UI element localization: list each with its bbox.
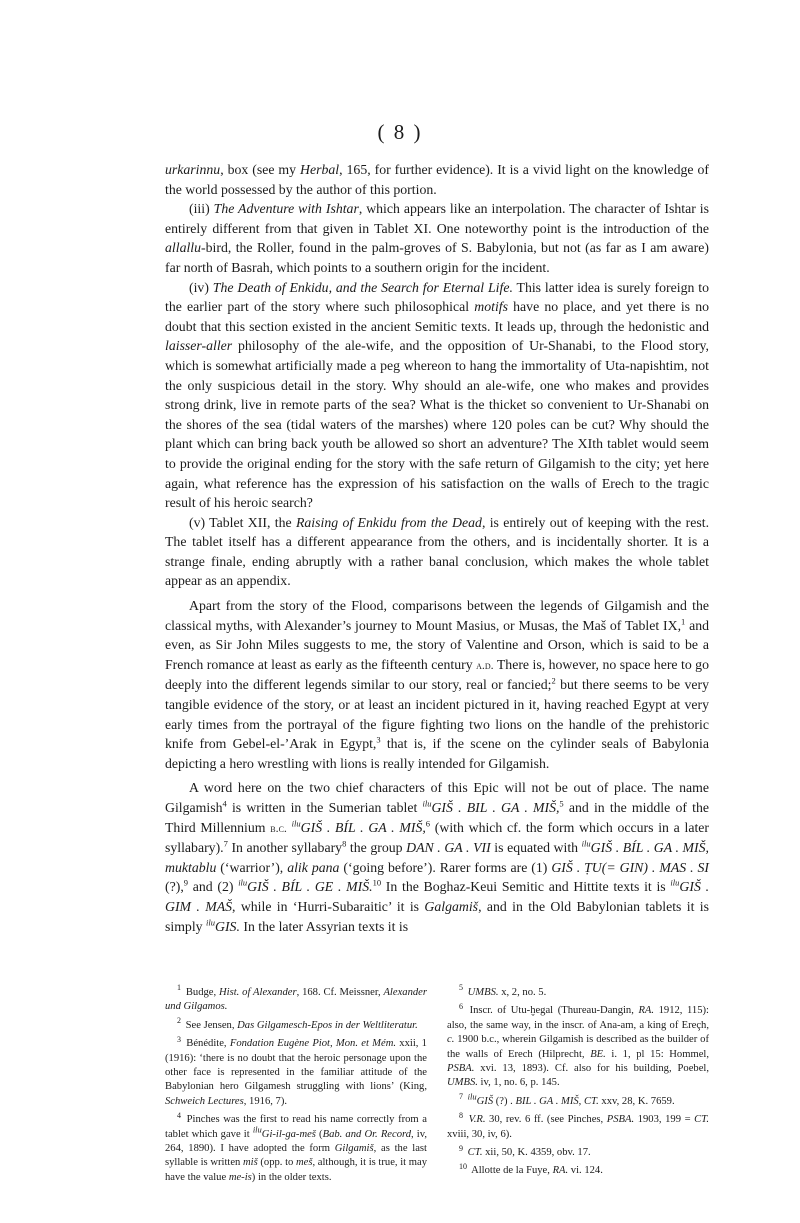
italic-text: RA. bbox=[552, 1165, 569, 1177]
text-run: In the Boghaz-Keui Semitic and Hittite texts it is bbox=[381, 879, 671, 895]
text-run: and in the middle of the Third Millennium bbox=[165, 800, 709, 835]
text-run: (?) . bbox=[493, 1095, 516, 1107]
text-run: , 168. Cf. Meissner, bbox=[296, 987, 384, 998]
footnote-number: 2 bbox=[177, 1016, 181, 1026]
italic-text: GIŠ . BÍL . GA . MIŠ, bbox=[300, 819, 426, 835]
italic-text: BE. bbox=[590, 1048, 606, 1060]
footnote-number: 6 bbox=[459, 1001, 463, 1011]
footnote-3 bbox=[165, 1034, 427, 1109]
italic-text: me-is bbox=[228, 1171, 252, 1183]
italic-text: Hist. of Alexander bbox=[219, 987, 297, 998]
text-run: , although, it is true, it may have the value bbox=[165, 1157, 427, 1183]
footnote-2 bbox=[165, 1016, 427, 1033]
superscript: ilu bbox=[252, 1124, 262, 1135]
italic-text: The Adventure with Ishtar bbox=[213, 201, 359, 217]
italic-text: GIŠ bbox=[476, 1095, 494, 1107]
body-text bbox=[165, 160, 709, 936]
page-number: ( 8 ) bbox=[377, 120, 423, 144]
text-run: ( bbox=[315, 1128, 323, 1140]
footnote-10 bbox=[447, 1161, 709, 1178]
paragraph-adventure-ishtar bbox=[165, 199, 709, 277]
italic-text: The Death of Enkidu, and the Search for Eternal Life. bbox=[212, 279, 513, 295]
footnote-number: 1 bbox=[177, 983, 181, 993]
text-run: have no place, and yet there is no doubt that this section existed in the ancient Semitic texts. It leads up, through the hedonistic and bbox=[165, 299, 709, 334]
superscript: 7 bbox=[223, 838, 228, 849]
paragraph-tablet-xii bbox=[165, 513, 709, 591]
text-run: There is, however, no space here to go deeply into the different legends similar to our story, real or fancied; bbox=[165, 656, 709, 693]
footnote-6 bbox=[447, 1001, 709, 1090]
italic-text: urkarinnu bbox=[165, 162, 221, 177]
italic-text: GIŠ . GIM . MAŠ bbox=[165, 879, 710, 914]
text-run: , box (see my bbox=[220, 162, 301, 177]
text-run: (with which cf. the form which occurs in a later syllabary). bbox=[165, 819, 710, 856]
footnote-number: 10 bbox=[459, 1161, 467, 1171]
footnote-1 bbox=[165, 983, 427, 1015]
text-run: See Jensen, bbox=[183, 1019, 238, 1031]
italic-text: UMBS. bbox=[467, 987, 499, 998]
paragraph-legends bbox=[165, 596, 709, 773]
superscript: ilu bbox=[206, 916, 215, 927]
superscript: 10 bbox=[372, 877, 382, 888]
footnote-number: 8 bbox=[459, 1110, 463, 1120]
italic-text: alik pana bbox=[287, 859, 340, 875]
text-run: xii, 50, K. 4359, obv. 17. bbox=[482, 1147, 591, 1159]
superscript: 5 bbox=[559, 798, 564, 809]
footnotes-left-column bbox=[165, 983, 427, 1189]
small-caps-text: b.c. bbox=[270, 820, 287, 835]
italic-text: allallu bbox=[165, 240, 202, 256]
italic-text: CT. bbox=[467, 1147, 483, 1159]
italic-text: PSBA. bbox=[606, 1114, 635, 1126]
text-run: xvi. 13, 1893). Cf. also for his building, Poebel, bbox=[474, 1063, 709, 1075]
small-caps-text: a.d. bbox=[476, 657, 494, 672]
text-run: iv, 1, no. 6, p. 145. bbox=[477, 1077, 560, 1089]
text-run: , is entirely out of keeping with the rest. The tablet itself has a different appearance from the others, and is incidentally shorter. It is a strange finale, ending abruptly with a rather banal conclusion, which makes the whole tablet appear as an appendix. bbox=[165, 514, 710, 589]
italic-text: motifs bbox=[474, 299, 508, 315]
italic-text: Herbal bbox=[300, 162, 340, 177]
footnote-number: 7 bbox=[459, 1092, 463, 1102]
text-run: , iv, 264, 1890). I have adopted the form bbox=[165, 1128, 427, 1155]
text-run: that is, if the scene on the cylinder seals of Babylonia depicting a hero wrestling with lions is really intended for Gilgamish. bbox=[165, 736, 709, 771]
text-run: 1900 b.c., wherein Gilgamish is described as the builder of the walls of Erech (Hilprecht, bbox=[447, 1034, 709, 1060]
italic-text: UMBS. bbox=[447, 1077, 478, 1089]
italic-text: PSBA. bbox=[447, 1063, 475, 1075]
text-run: Budge, bbox=[183, 987, 219, 998]
text-run: , which appears like an interpolation. The character of Ishtar is entirely different from that given in Tablet XI. One noteworthy point is the introduction of the bbox=[165, 201, 709, 236]
text-run: , while in ‘Hurri-Subaraitic’ it is bbox=[232, 898, 425, 914]
paragraph-urkarinnu bbox=[165, 160, 709, 199]
paragraph-death-of-enkidu bbox=[165, 278, 709, 513]
text-run: Bénédite, bbox=[183, 1038, 230, 1050]
italic-text: laisser-aller bbox=[165, 338, 233, 354]
text-run: x, 2, no. 5. bbox=[498, 987, 547, 998]
text-run: (iii) bbox=[189, 201, 214, 217]
text-run: , 1916, 7). bbox=[243, 1095, 288, 1107]
text-run: vi. 124. bbox=[568, 1165, 603, 1177]
italic-text: Gi-il-ga-meš bbox=[261, 1128, 316, 1140]
text-run: ) in the older texts. bbox=[251, 1171, 332, 1183]
italic-text: miš bbox=[243, 1157, 258, 1169]
text-run: is equated with bbox=[490, 840, 582, 856]
text-run: This latter idea is surely foreign to the earlier part of the story where such philosophical bbox=[165, 279, 709, 315]
italic-text: GIS. bbox=[215, 918, 240, 934]
text-run: xviii, 30, iv, 6). bbox=[447, 1128, 512, 1140]
superscript: ilu bbox=[581, 838, 591, 849]
text-run: (v) Tablet XII, the bbox=[189, 514, 296, 530]
italic-text: GIŠ . BÍL . GA . MIŠ, muktablu bbox=[165, 840, 709, 875]
text-run: , as the last syllable is written bbox=[165, 1143, 427, 1169]
text-run: i. 1, pl 15: Hommel, bbox=[605, 1048, 709, 1060]
superscript: ilu bbox=[467, 1091, 477, 1102]
text-run: Pinches was the first to read his name correctly from a tablet which gave it bbox=[165, 1114, 427, 1140]
footnote-number: 4 bbox=[177, 1110, 181, 1120]
footnote-7 bbox=[447, 1091, 709, 1109]
text-run: , and in the Old Babylonian tablets it is simply bbox=[165, 898, 709, 934]
text-run: is written in the Sumerian tablet bbox=[226, 800, 423, 815]
text-run: (‘warrior’), bbox=[216, 859, 288, 875]
italic-text: V.R. bbox=[468, 1114, 486, 1126]
footnotes-right-column bbox=[447, 983, 709, 1189]
superscript: ilu bbox=[238, 877, 248, 888]
footnotes bbox=[165, 983, 709, 1189]
text-run: (‘going before’). Rarer forms are (1) bbox=[339, 859, 552, 875]
italic-text: c. bbox=[447, 1034, 455, 1046]
italic-text: GIŠ . ṬU(= GIN) . MAS . SI bbox=[551, 859, 709, 875]
superscript: 2 bbox=[551, 675, 556, 686]
text-run: Inscr. of Utu-ḫegal (Thureau-Dangin, bbox=[465, 1005, 639, 1017]
italic-text: Fondation Eugène Piot, Mon. et Mém. bbox=[229, 1038, 396, 1050]
superscript: 4 bbox=[222, 798, 227, 809]
text-run: , 165, for further evidence). It is a vivid light on the knowledge of the world possessed by the author of this portion. bbox=[165, 162, 709, 197]
italic-text: BIL . GA . MIŠ, CT. bbox=[515, 1095, 599, 1107]
italic-text: Gilgamiš bbox=[334, 1143, 374, 1155]
footnote-4 bbox=[165, 1110, 427, 1185]
text-run: xxii, 1 (1916): ‘there is no doubt that the heroic personage upon the other face is represented in the familiar attitude of the Babylonian hero Gilgamesh struggling with lions’ (King, bbox=[165, 1038, 427, 1093]
text-run: 1912, 115): also, the same way, in the inscr. of Ana-am, a king of Ereçh, bbox=[447, 1005, 709, 1031]
text-run: 1903, 199 = bbox=[634, 1114, 695, 1126]
italic-text: Galgamiš bbox=[424, 898, 479, 914]
superscript: 6 bbox=[425, 818, 431, 828]
text-run: but there seems to be very tangible evidence of the story, or at least an incident pictured in it, having reached Egypt at very early times from the portrayal of the figure fighting two lions on the handle of the prehistoric knife from Gebel-el-’Arak in Egypt, bbox=[165, 677, 709, 752]
superscript: 9 bbox=[183, 877, 189, 888]
text-run: (opp. to bbox=[257, 1157, 296, 1169]
superscript: ilu bbox=[291, 818, 301, 828]
italic-text: Bab. and Or. Record bbox=[322, 1128, 412, 1140]
text-run: Apart from the story of the Flood, comparisons between the legends of Gilgamish and the classical myths, with Alexander’s journey to Mount Masius, or Musas, the Maš of Tablet IX, bbox=[165, 598, 709, 633]
superscript: 8 bbox=[342, 838, 347, 849]
footnote-9 bbox=[447, 1143, 709, 1160]
italic-text: DAN . GA . VII bbox=[406, 840, 491, 856]
footnote-number: 3 bbox=[177, 1034, 181, 1044]
italic-text: RA. bbox=[638, 1005, 655, 1017]
text-run: (iv) bbox=[189, 279, 213, 295]
text-run: -bird, the Roller, found in the palm-groves of S. Babylonia, but not (as far as I am aware) far north of Basrah, which points to a southern origin for the incident. bbox=[165, 240, 709, 275]
text-run: Allotte de la Fuye, bbox=[469, 1165, 553, 1177]
text-run: xxv, 28, K. 7659. bbox=[598, 1095, 675, 1107]
italic-text: CT. bbox=[694, 1114, 709, 1126]
italic-text: GIŠ . BÍL . GE . MIŠ. bbox=[247, 879, 373, 895]
footnote-5 bbox=[447, 983, 709, 1000]
italic-text: Alexander und Gilgamos. bbox=[165, 987, 427, 1013]
italic-text: GIŠ . BIL . GA . MIŠ, bbox=[431, 800, 560, 815]
superscript: ilu bbox=[670, 877, 680, 888]
text-run: and (2) bbox=[188, 879, 239, 895]
text-run: and even, as Sir John Miles suggests to me, the story of Valentine and Orson, which is said to be a French romance at least as early as the fifteenth century bbox=[165, 617, 709, 672]
text-run: (?), bbox=[165, 879, 184, 895]
italic-text: Raising of Enkidu from the Dead bbox=[295, 514, 482, 530]
text-run: philosophy of the ale-wife, and the opposition of Ur-Shanabi, to the Flood story, which is somewhat artificially made a peg whereon to hang the immortality of Uta-napishtim, not the only suspicious detail in the story. Why should an ale-wife, one who makes and provides strong drink, live in remote parts of the sea? What is the thicket so convenient to Ur-Shanabi on the shores of the sea (tidal waters of the marshes) where 120 poles can be cut? Why should the plant which can bring back youth be allowed so short an adventure? The XIth tablet would seem to provide the original ending for the story with the safe return of Gilgamish to the city; yet here again, what reference has the expression of his satisfaction on the walls of Erech to the tragic result of his heroic search? bbox=[165, 338, 709, 511]
footnote-number: 9 bbox=[459, 1143, 463, 1153]
footnote-number: 5 bbox=[459, 983, 463, 993]
superscript: ilu bbox=[422, 798, 432, 809]
text-run: the group bbox=[346, 840, 407, 856]
paragraph-name-gilgamish bbox=[165, 778, 709, 936]
text-run: A word here on the two chief characters of this Epic will not be out of place. The name Gilgamish bbox=[165, 780, 709, 815]
italic-text: meš bbox=[296, 1157, 313, 1169]
italic-text: Das Gilgamesch-Epos in der Weltliteratur. bbox=[237, 1019, 418, 1031]
text-run: In another syllabary bbox=[227, 840, 343, 856]
italic-text: Schweich Lectures bbox=[165, 1095, 244, 1107]
footnote-8 bbox=[447, 1110, 709, 1142]
text-run: In the later Assyrian texts it is bbox=[239, 918, 409, 934]
superscript: 1 bbox=[681, 616, 686, 627]
text-run: 30, rev. 6 ff. (see Pinches, bbox=[485, 1114, 607, 1126]
superscript: 3 bbox=[376, 734, 381, 745]
